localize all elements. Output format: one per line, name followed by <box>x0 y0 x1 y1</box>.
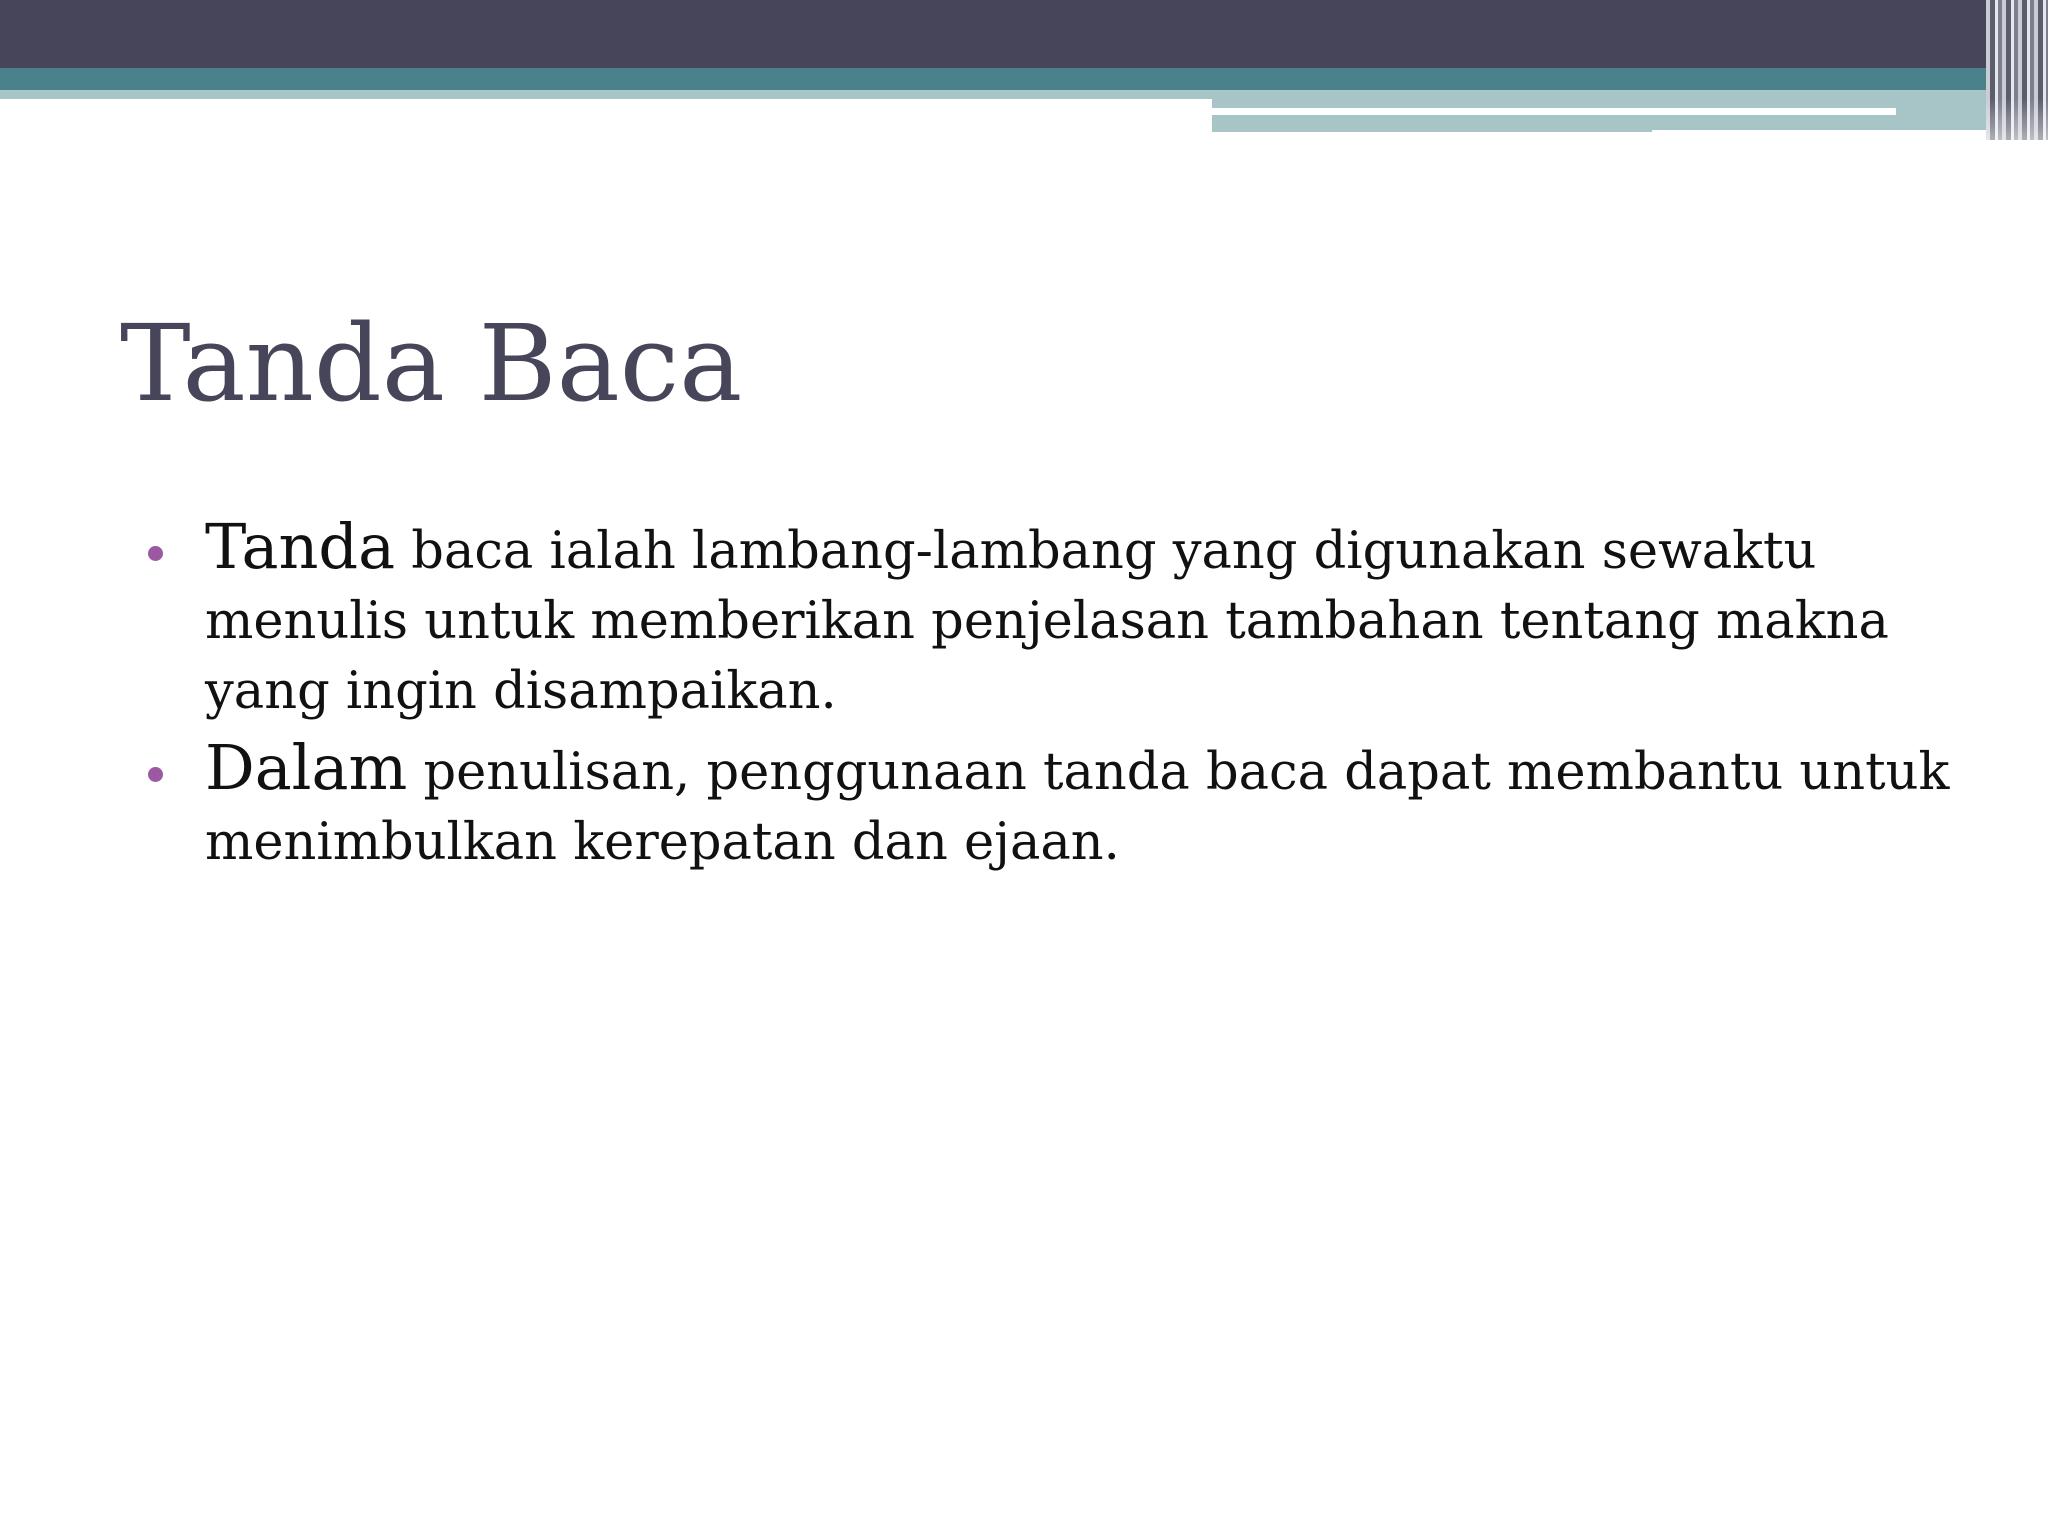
bullet-lead-word: Dalam <box>205 731 408 804</box>
bullet-text: penulisan, penggunaan tanda baca dapat membantu untuk menimbulkan kerepatan dan ejaan. <box>205 743 1950 872</box>
header-light-band-left <box>0 90 1212 99</box>
slide-title: Tanda Baca <box>120 302 743 425</box>
bullet-text: baca ialah lambang-lambang yang digunakan sewaktu menulis untuk memberikan penjelasan tambahan tentang makna yang ingin disampaikan. <box>205 522 1889 721</box>
bullet-list <box>140 512 2000 884</box>
header-dark-band <box>0 0 2048 68</box>
bullet-item <box>140 512 2000 727</box>
bullet-dot-icon <box>148 546 163 561</box>
header-stripe-fade <box>1986 98 2048 140</box>
bullet-dot-icon <box>148 767 163 782</box>
bullet-lead-word: Tanda <box>205 510 396 583</box>
header-white-line <box>1212 108 1896 115</box>
bullet-item <box>140 733 2000 878</box>
header-teal-band <box>0 68 2048 90</box>
header-white-notch <box>1652 130 2002 140</box>
